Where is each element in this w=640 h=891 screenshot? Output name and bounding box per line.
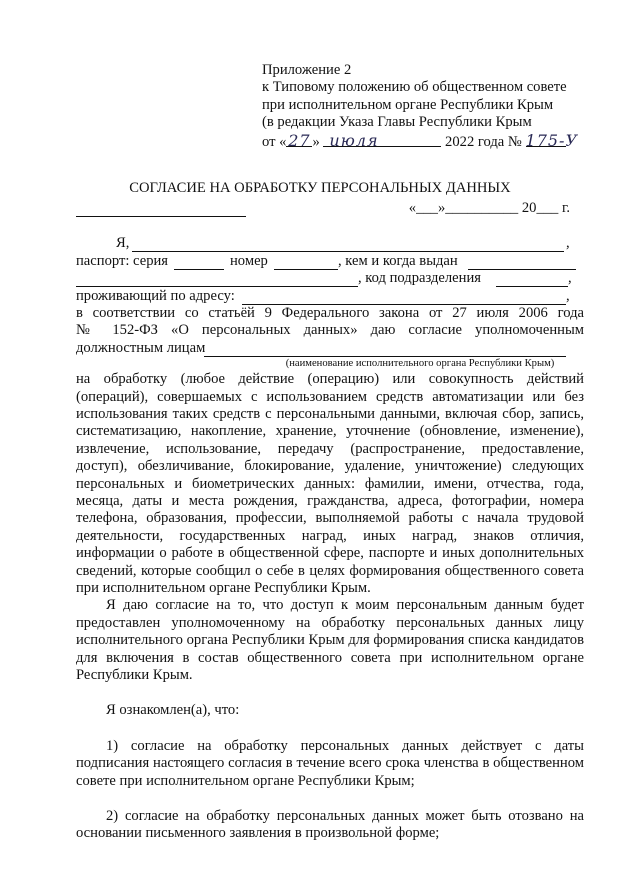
passport-number-field: [274, 255, 338, 270]
place-field: [76, 202, 246, 217]
subdivision-code-field: [496, 272, 568, 287]
acknowledged-heading: Я ознакомлен(а), что:: [106, 702, 240, 719]
document-title: СОГЛАСИЕ НА ОБРАБОТКУ ПЕРСОНАЛЬНЫХ ДАННЫХ: [129, 180, 511, 196]
handwritten-month: июля: [329, 130, 379, 150]
law-line-1: в соответствии со статьёй 9 Федерального закона от 27 июля 2006 года: [76, 304, 584, 321]
address-label: проживающий по адресу:: [76, 287, 235, 304]
date-field: «___»__________ 20___ г.: [408, 200, 570, 216]
appendix-date-line: [262, 132, 602, 151]
issued-by-field: [468, 255, 576, 270]
appendix-line-1: Приложение 2: [262, 62, 352, 78]
appendix-line-3: при исполнительном органе Республики Крым: [262, 96, 554, 113]
full-name-field: [132, 237, 564, 252]
passport-row: [76, 253, 584, 270]
item-2: 2) согласие на обработку персональных данных может быть отозвано на основании письменного заявления в произвольной форме;: [76, 808, 584, 842]
address-row: проживающий по адресу: ,: [76, 287, 570, 304]
passport-series-field: [174, 255, 224, 270]
issued-by-field-cont: [76, 272, 358, 287]
executive-body-caption: (наименование исполнительного органа Республики Крым): [285, 358, 555, 370]
subdivision-code-label: , код подразделения: [358, 270, 481, 287]
ya-label: Я,: [116, 235, 130, 252]
officials-label: должностным лицам: [76, 339, 206, 356]
handwritten-number: 175-У: [525, 130, 579, 150]
handwritten-day: 27: [288, 130, 311, 150]
place-date-row: [76, 200, 584, 217]
issued-by-label: , кем и когда выдан: [338, 252, 458, 269]
passport-number-label: номер: [230, 252, 268, 269]
from-prefix: от «: [262, 133, 287, 150]
document-body: [76, 200, 584, 843]
law-line-2: № 152-ФЗ «О персональных данных» даю согласие уполномоченным: [76, 322, 584, 339]
name-row: Я, ,: [116, 235, 570, 252]
appendix-header: [262, 62, 602, 151]
officials-row: [76, 340, 584, 357]
executive-body-field: [204, 342, 566, 357]
passport-series-label: паспорт: серия: [76, 252, 169, 269]
appendix-line-4: (в редакции Указа Главы Республики Крым: [262, 114, 532, 131]
address-field: [242, 290, 566, 305]
paragraph-access: Я даю согласие на то, что доступ к моим персональным данным будет предоставлен уполномоченному на обработку персональных данных лицу исполнительного органа Республики Крым для формирования списка кандидатов для включения в состав общественного совета при исполнительном органе Республики Крым.: [76, 597, 584, 684]
year-text: 2022 года №: [445, 133, 522, 150]
quote-close: »: [312, 133, 320, 150]
subdivision-row: , код подразделения ,: [76, 270, 584, 287]
appendix-line-2: к Типовому положению об общественном совете: [262, 79, 567, 96]
item-1: 1) согласие на обработку персональных данных действует с даты подписания настоящего согласия в течение всего срока членства в общественном совете при исполнительном органе Республики Крым;: [76, 737, 584, 789]
paragraph-consent-scope: на обработку (любое действие (операцию) или совокупность действий (операций), совершаемых с использованием средств автоматизации или без использования таких средств с персональными данными, включая сбор, запись, систематизацию, накопление, хранение, уточнение (обновление, изменение), извлечение, использование, передачу (распространение, предоставление, доступ), обезличивание, блокирование, удаление, уничтожение) следующих персональных и биометрических данных: фамилии, имени, отчества, года, месяца, даты и места рождения, гражданства, адреса, фотографии, номера телефона, образования, профессии, выполняемой работы с начала трудовой деятельности, государственных наград, иных наград, знаков отличия, информации о работе в общественной сфере, паспорте и иных дополнительных сведений, которые сообщил о себе в целях формирования общественного совета при исполнительном органе Республики Крым.: [76, 371, 584, 596]
